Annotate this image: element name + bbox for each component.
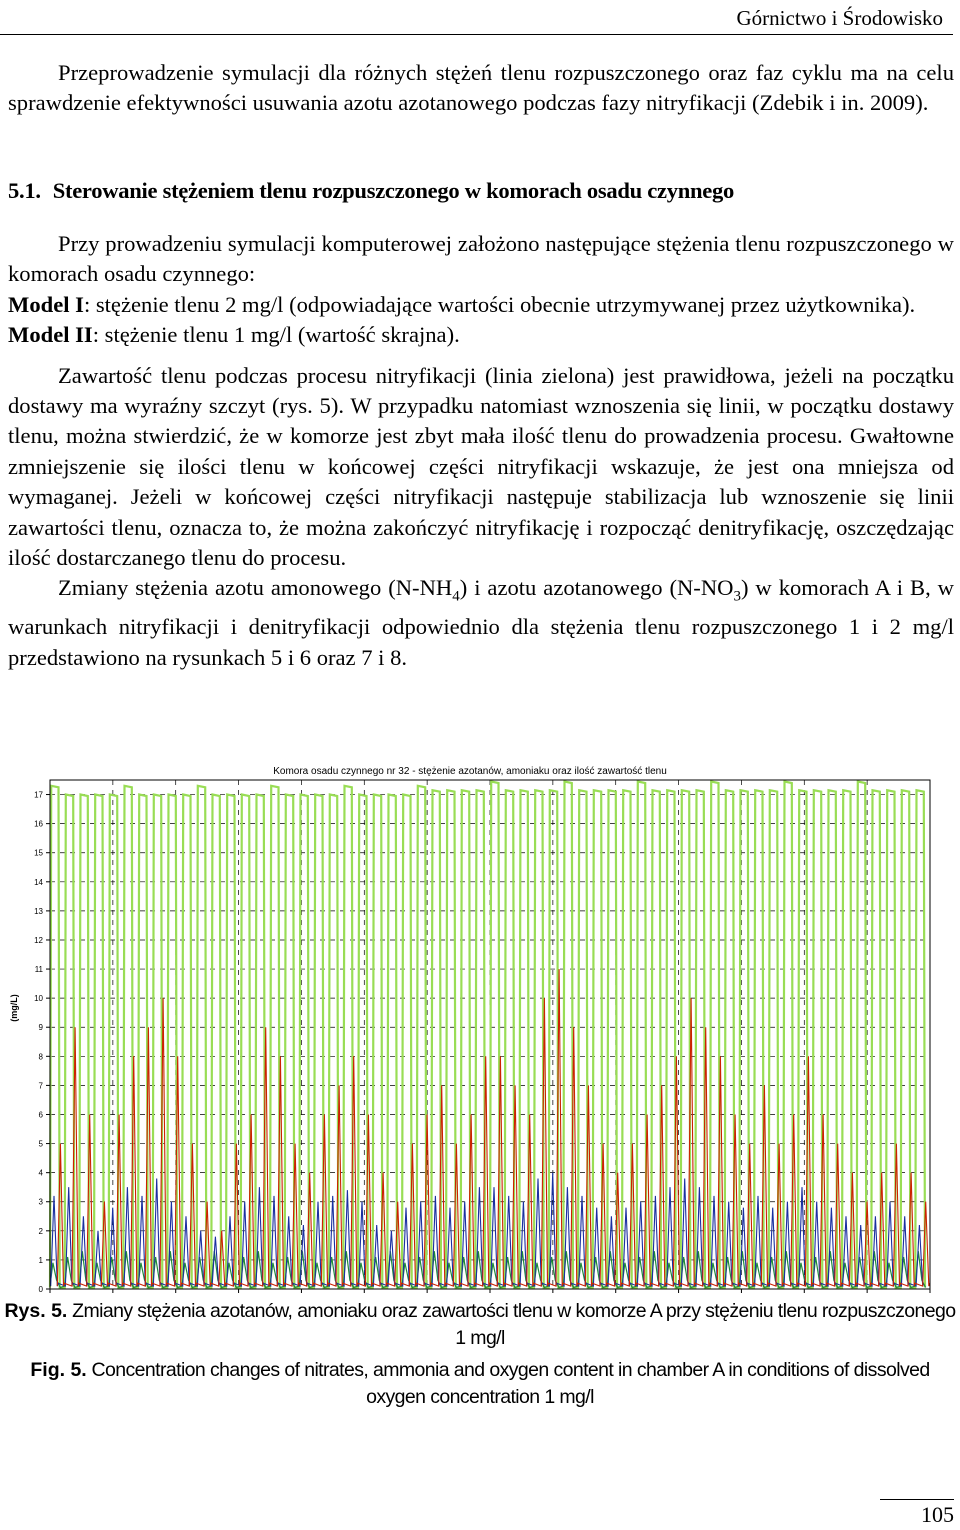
model-one-text: : stężenie tlenu 2 mg/l (odpowiadające wartości obecnie utrzymywanej przez użytkownika). (83, 291, 916, 317)
y-tick-label: 12 (34, 935, 43, 945)
model-two-label: Model II (8, 322, 93, 348)
caption-pl-text: Zmiany stężenia azotanów, amoniaku oraz zawartości tlenu w komorze A przy stężeniu tlenu rozpuszczonego 1 mg/l (67, 1300, 956, 1349)
section-number: 5.1. (8, 178, 41, 203)
y-tick-label: 3 (38, 1197, 43, 1207)
y-tick-label: 16 (34, 819, 43, 829)
caption-en-label: Fig. 5. (30, 1359, 87, 1381)
para-nitrogen: Zmiany stężenia azotu amonowego $(N-NH_4)$ i azotu azotanowego $(N-NO_3)$ w komorach A i B, w warunkach nitryfikacji i denitryfikacji odpowiednio dla stężenia tlenu rozpuszczonego 1 i 2 mg/l przedstawiono na rysunkach 5 i 6 oraz 7 i 8. (8, 575, 954, 670)
y-tick-label: 4 (38, 1168, 43, 1178)
y-tick-label: 14 (34, 877, 43, 887)
y-tick-label: 17 (34, 790, 43, 800)
section-title-text: Sterowanie stężeniem tlenu rozpuszczonego w komorach osadu czynnego (52, 178, 734, 203)
y-tick-label: 10 (34, 994, 43, 1004)
y-tick-label: 5 (38, 1139, 43, 1149)
caption-en-text: Concentration changes of nitrates, ammonia and oxygen content in chamber A in conditions of dissolved oxygen concentration 1 mg/l (86, 1359, 930, 1408)
model-two (8, 320, 954, 350)
y-tick-label: 7 (38, 1081, 43, 1091)
y-tick-label: 1 (38, 1255, 43, 1265)
model-one (8, 290, 954, 320)
footer-rule (880, 1499, 954, 1500)
para-oxygen: Zawartość tlenu podczas procesu nitryfikacji (linia zielona) jest prawidłowa, jeżeli na początku dostawy ma wyraźny szczyt (rys. 5). W przypadku natomiast wznoszenia się linii, w początku dostawy tlenu, można stwierdzić, że w komorze jest zbyt mała ilość tlenu do prowadzenia procesu. Gwałtowne zmniejszenie się ilości tlenu w końcowej części nitryfikacji wskazuje, że jest ona mniejsza od wymaganej. Jeżeli w końcowej części nitryfikacji następuje stabilizacja lub wznoszenie się linii zawartości tlenu, oznacza to, że można zakończyć nitryfikację i rozpocząć denitryfikację, oszczędzając ilość dostarczanego tlenu do procesu. (8, 362, 954, 571)
journal-name: Górnictwo i Środowisko (736, 6, 943, 30)
y-tick-label: 15 (34, 848, 43, 858)
model-two-text: : stężenie tlenu 1 mg/l (wartość skrajna). (92, 322, 460, 348)
y-tick-label: 13 (34, 906, 43, 916)
y-tick-label: 2 (38, 1226, 43, 1236)
section-heading (8, 178, 734, 204)
y-tick-label: 0 (38, 1285, 43, 1294)
caption-pl-label: Rys. 5. (4, 1300, 68, 1322)
model-one-label: Model I (8, 291, 84, 317)
intro-paragraph: Przeprowadzenie symulacji dla różnych stężeń tlenu rozpuszczonego oraz faz cyklu ma na celu sprawdzenie efektywności usuwania azotu azotanowego podczas fazy nitryfikacji (Zdebik i in. 2009). (8, 60, 954, 116)
page-number: 105 (921, 1502, 954, 1527)
line-chart (0, 758, 960, 1298)
running-header (0, 4, 953, 35)
y-tick-label: 8 (38, 1052, 43, 1062)
caption-english (0, 1357, 960, 1411)
y-tick-label: 9 (38, 1023, 43, 1033)
figure-chart (0, 758, 960, 1298)
y-tick-label: 6 (38, 1110, 43, 1120)
para-simulation: Przy prowadzeniu symulacji komputerowej założono następujące stężenia tlenu rozpuszczonego w komorach osadu czynnego: (8, 231, 954, 287)
chart-title: Komora osadu czynnego nr 32 - stężenie azotanów, amoniaku oraz ilość zawartość tlenu (273, 766, 667, 777)
y-tick-label: 11 (34, 965, 43, 975)
body-block (8, 229, 954, 673)
caption-polish (0, 1298, 960, 1352)
y-axis-label: (mg/L) (9, 994, 19, 1022)
